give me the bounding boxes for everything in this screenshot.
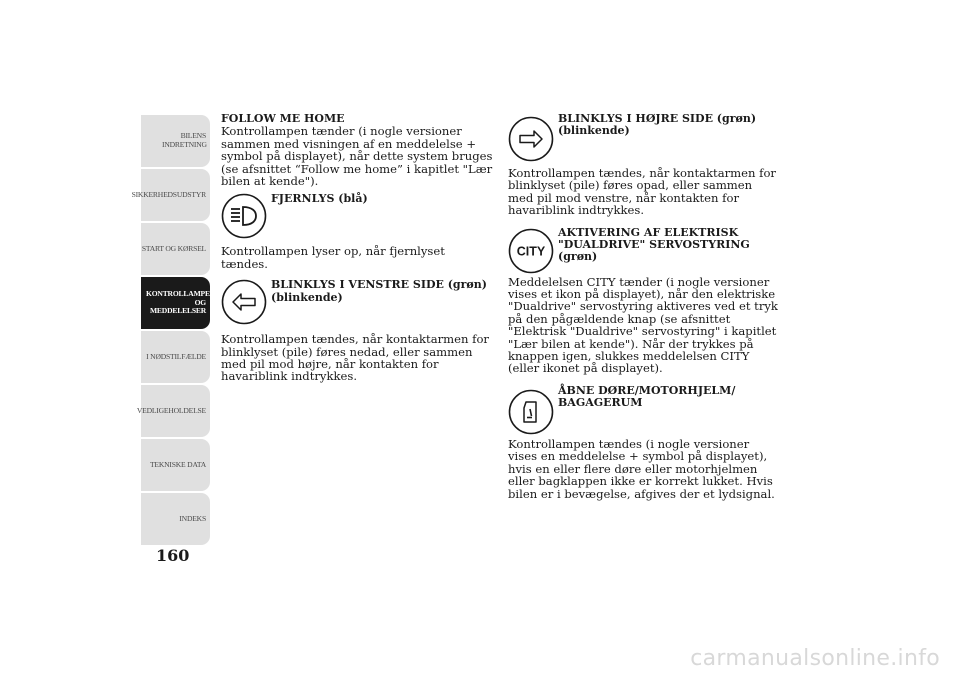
high-beam-item	[221, 193, 493, 239]
city-text: Meddelelsen CITY tænder (i nogle versioner vises et ikon på displayet), når den elektriske "Dualdrive" servostyring aktiveres ved et tryk på den pågældende knap (se afsnittet "Elektrisk "Dualdrive" servostyring" i kapitlet "Lær bilen at kende"). Når der trykkes på knappen igen, slukkes meddelelsen CITY (eller ikonet på displayet).	[508, 274, 778, 376]
follow-me-title: FOLLOW ME HOME	[221, 112, 345, 125]
left-indicator-text: Kontrollampen tændes, når kontaktarmen for blinklyset (pile) føres nedad, eller sammen med pil mod højre, når kontakten for havariblink indtrykkes.	[221, 332, 489, 384]
left-indicator-item	[221, 279, 493, 325]
right-indicator-text: Kontrollampen tændes, når kontaktarmen for blinklyset (pile) føres opad, eller sammen med pil mod venstre, når kontakten for havariblink indtrykkes.	[508, 166, 776, 218]
arrow-right-icon	[508, 116, 554, 162]
doors-item	[508, 385, 780, 431]
city-icon-text: CITY	[516, 244, 546, 259]
sidebar-tab-bilens-indretning[interactable]: BILENS INDRETNING	[141, 115, 210, 167]
high-beam-text: Kontrollampen lyser op, når fjernlyset tændes.	[221, 244, 445, 271]
arrow-left-icon	[221, 279, 267, 325]
doors-title: ÅBNE DØRE/MOTORHJELM/ BAGAGERUM	[558, 383, 736, 410]
sidebar-tab-i-nodstilfaelde[interactable]: I NØDSTILFÆLDE	[141, 331, 210, 383]
sidebar-tab-indeks[interactable]: INDEKS	[141, 493, 210, 545]
city-title: AKTIVERING AF ELEKTRISK "DUALDRIVE" SERVOSTYRING (grøn)	[558, 225, 750, 264]
door-open-icon	[508, 389, 554, 435]
doors-text: Kontrollampen tændes (i nogle versioner vises en meddelelse + symbol på displayet), hvis en eller flere døre eller motorhjelmen eller bagklappen ikke er korrekt lukket. Hvis bilen er i bevægelse, afgives der et lydsignal.	[508, 436, 775, 501]
right-indicator-item	[508, 113, 780, 159]
sidebar-tab-kontrollamper[interactable]: KONTROLLAMPER OG MEDDELELSER	[141, 277, 210, 329]
right-column	[508, 113, 780, 500]
city-item	[508, 227, 780, 275]
sidebar-tab-vedligeholdelse[interactable]: VEDLIGEHOLDELSE	[141, 385, 210, 437]
right-indicator-title: BLINKLYS I HØJRE SIDE (grøn) (blinkende)	[558, 112, 757, 138]
sidebar-tab-sikkerhedsudstyr[interactable]: SIKKERHEDSUDSTYR	[141, 169, 210, 221]
left-column	[221, 113, 493, 383]
high-beam-icon	[221, 193, 267, 239]
sidebar-tab-start-og-korsel[interactable]: START OG KØRSEL	[141, 223, 210, 275]
city-icon	[508, 228, 554, 274]
sidebar-tab-tekniske-data[interactable]: TEKNISKE DATA	[141, 439, 210, 491]
left-indicator-title: BLINKLYS I VENSTRE SIDE (grøn) (blinkende)	[271, 278, 487, 304]
page-number: 160	[156, 546, 190, 565]
follow-me-text: Kontrollampen tænder (i nogle versioner sammen med visningen af en meddelelse + symbol på displayet), når dette system bruges (se afsnittet “Follow me home” i kapitlet "Lær bilen at kende").	[221, 124, 493, 189]
watermark: carmanualsonline.info	[690, 646, 940, 671]
high-beam-title: FJERNLYS (blå)	[271, 192, 368, 206]
